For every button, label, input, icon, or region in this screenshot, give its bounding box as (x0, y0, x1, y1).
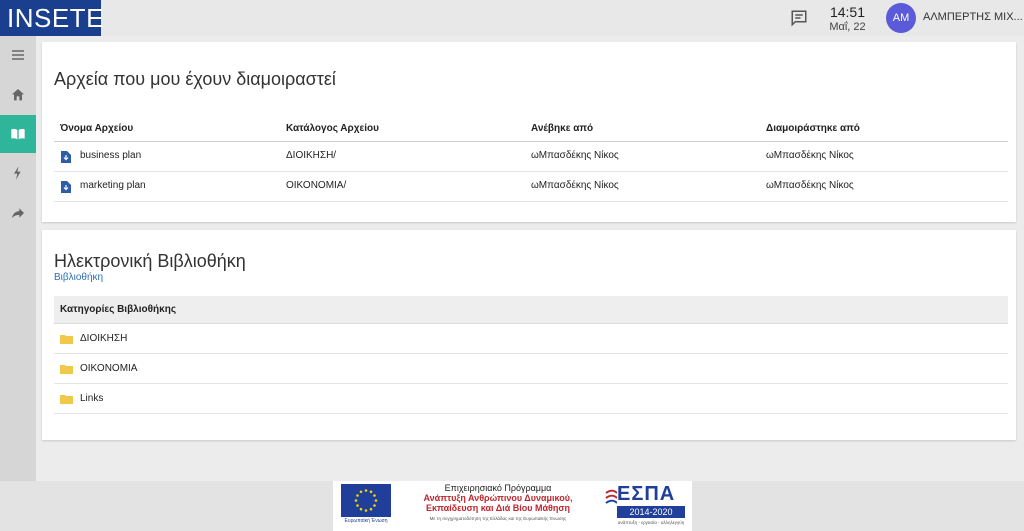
column-header-uploaded-by[interactable]: Ανέβηκε από (531, 123, 594, 134)
folder-icon (60, 394, 73, 404)
file-shared-by: ωΜπασδέκης Νίκος (766, 180, 854, 191)
avatar[interactable]: AM (886, 3, 916, 33)
espa-mark-icon (605, 489, 617, 509)
category-label[interactable]: ΟΙΚΟΝΟΜΙΑ (80, 363, 138, 374)
espa-logo (605, 483, 687, 529)
file-uploaded-by: ωΜπασδέκης Νίκος (531, 150, 619, 161)
insete-logo[interactable]: INSETE (0, 0, 101, 36)
main-content (36, 36, 1024, 481)
category-label[interactable]: ΔΙΟΙΚΗΣΗ (80, 333, 128, 344)
library-categories-table (54, 296, 1008, 414)
library-title: Ηλεκτρονική Βιβλιοθήκη (54, 251, 246, 271)
file-name[interactable]: business plan (80, 150, 142, 161)
espa-years: 2014-2020 (617, 506, 685, 518)
sidebar (0, 36, 36, 481)
espa-word: ΕΣΠΑ (617, 483, 676, 505)
file-shared-by: ωΜπασδέκης Νίκος (766, 150, 854, 161)
shared-files-title: Αρχεία που μου έχουν διαμοιραστεί (54, 69, 336, 89)
shared-files-card (42, 42, 1016, 222)
library-categories-header: Κατηγορίες Βιβλιοθήκης (54, 296, 1008, 324)
folder-icon (60, 334, 73, 344)
sidebar-item-library[interactable] (0, 115, 36, 153)
sidebar-item-shared[interactable] (0, 194, 36, 232)
sidebar-item-menu[interactable] (0, 36, 36, 74)
table-row[interactable] (54, 172, 1008, 202)
sidebar-item-home[interactable] (0, 76, 36, 114)
program-line-4: Με τη συγχρηματοδότηση της Ελλάδας και της Ευρωπαϊκής Ένωσης (429, 516, 567, 521)
column-header-file-folder[interactable]: Κατάλογος Αρχείου (286, 123, 379, 134)
operational-program-text (403, 483, 593, 522)
espa-banner (333, 481, 692, 531)
book-icon (10, 126, 26, 142)
library-card (42, 230, 1016, 440)
file-name[interactable]: marketing plan (80, 180, 146, 191)
home-icon (10, 87, 26, 103)
sidebar-item-activity[interactable] (0, 154, 36, 192)
table-row[interactable] (54, 142, 1008, 172)
user-name[interactable]: ΑΛΜΠΕΡΤΗΣ ΜΙΧ... (923, 11, 1023, 23)
lightning-icon (10, 165, 26, 181)
menu-icon (10, 47, 26, 63)
column-header-file-name[interactable]: Όνομα Αρχείου (60, 123, 134, 134)
program-line-3: Εκπαίδευση και Διά Βίου Μάθηση (425, 503, 571, 513)
clock (820, 4, 875, 34)
file-folder: ΟΙΚΟΝΟΜΙΑ/ (286, 180, 347, 191)
shared-files-table (54, 116, 1008, 202)
category-label[interactable]: Links (80, 393, 104, 404)
file-download-icon[interactable] (61, 151, 71, 163)
footer (0, 481, 1024, 531)
breadcrumb[interactable]: Βιβλιοθήκη (54, 272, 104, 283)
library-category-row[interactable] (54, 354, 1008, 384)
file-uploaded-by: ωΜπασδέκης Νίκος (531, 180, 619, 191)
clock-date: Μαΐ, 22 (829, 21, 866, 33)
program-line-2: Ανάπτυξη Ανθρώπινου Δυναμικού, (423, 493, 573, 503)
folder-icon (60, 364, 73, 374)
share-arrow-icon (10, 205, 26, 221)
chat-icon[interactable] (790, 9, 808, 27)
library-category-row[interactable] (54, 324, 1008, 354)
eu-flag-icon (341, 484, 391, 517)
file-download-icon[interactable] (61, 181, 71, 193)
eu-label: Ευρωπαϊκή Ένωση (344, 518, 388, 524)
program-line-1: Επιχειρησιακό Πρόγραμμα (444, 483, 552, 493)
table-header (54, 116, 1008, 142)
espa-subtitle: ανάπτυξη - εργασία - αλληλεγγύη (617, 520, 685, 525)
library-category-row[interactable] (54, 384, 1008, 414)
file-folder: ΔΙΟΙΚΗΣΗ/ (286, 150, 337, 161)
column-header-shared-by[interactable]: Διαμοιράστηκε από (766, 123, 860, 134)
clock-time: 14:51 (829, 4, 866, 20)
top-bar (0, 0, 1024, 36)
